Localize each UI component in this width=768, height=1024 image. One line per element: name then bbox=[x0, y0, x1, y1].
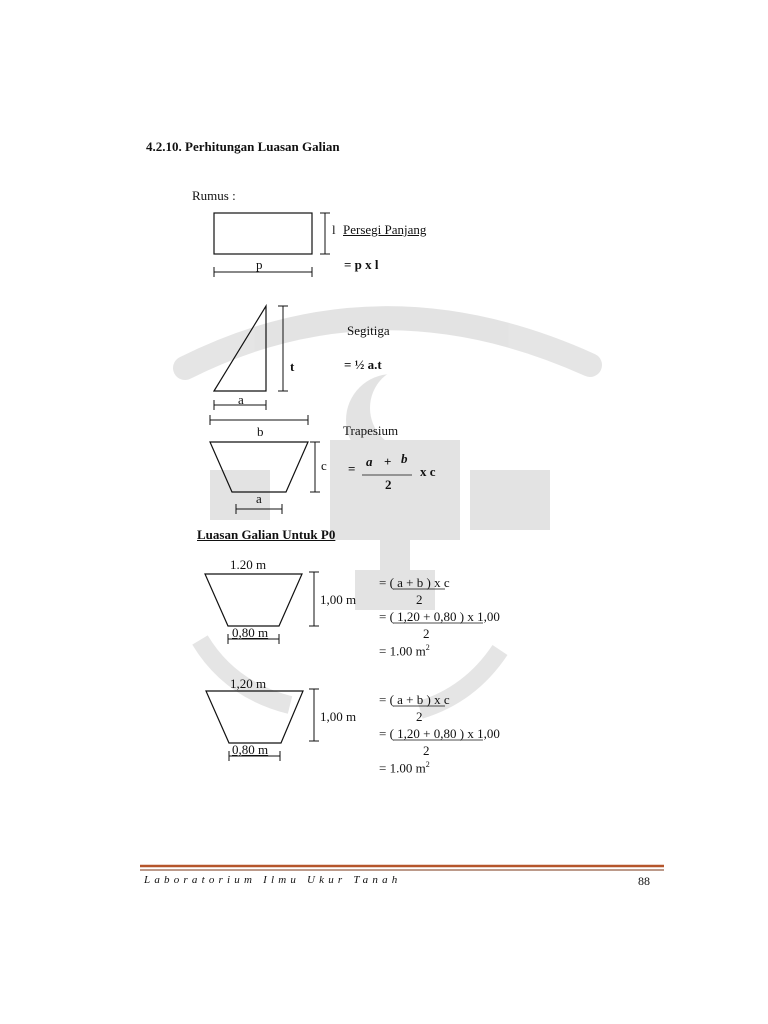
calc1-side-label: 1,00 m bbox=[320, 592, 357, 607]
trapezoid-bottom-label: a bbox=[256, 491, 262, 506]
triangle-formula: = ½ a.t bbox=[344, 357, 382, 372]
rectangle-name: Persegi Panjang bbox=[343, 222, 427, 237]
trapezoid-side-label: c bbox=[321, 458, 327, 473]
calc2-side-label: 1,00 m bbox=[320, 709, 357, 724]
calc2-result: = 1.00 $m^2$ bbox=[379, 760, 430, 776]
trapezoid-formula-equals: = bbox=[348, 461, 356, 476]
trapezoid-formula-plus: + bbox=[384, 454, 392, 469]
calc2-line2-denominator: 2 bbox=[423, 743, 430, 758]
triangle-base-label: a bbox=[238, 392, 244, 407]
footer-lab-name: Laboratorium Ilmu Ukur Tanah bbox=[144, 874, 402, 886]
trapezoid-top-label: b bbox=[257, 424, 264, 439]
calc1-line1: = ( a + b ) x c bbox=[379, 575, 450, 590]
calc1-bottom-label: 0,80 m bbox=[232, 625, 269, 640]
triangle-height-label: t bbox=[290, 359, 295, 374]
calc1-line2-denominator: 2 bbox=[423, 626, 430, 641]
calc2-line1-denominator: 2 bbox=[416, 709, 423, 724]
calc2-line1: = ( a + b ) x c bbox=[379, 692, 450, 707]
triangle-name: Segitiga bbox=[347, 323, 390, 338]
trapezoid-formula-b: b bbox=[401, 451, 408, 466]
calc1-result: = 1.00 $m^2$ bbox=[379, 643, 430, 659]
calc2-line2: = ( 1,20 + 0,80 ) x 1,00 bbox=[379, 726, 500, 741]
calc2-top-label: 1,20 m bbox=[230, 676, 267, 691]
rectangle-side-label: l bbox=[332, 222, 336, 237]
trapezoid-name: Trapesium bbox=[343, 423, 399, 438]
calc2-bottom-label: 0,80 m bbox=[232, 742, 269, 757]
section-title: 4.2.10. Perhitungan Luasan Galian bbox=[146, 139, 340, 154]
rectangle-bottom-label: p bbox=[256, 257, 263, 272]
page-number: 88 bbox=[638, 874, 650, 888]
trapezoid-formula-a: a bbox=[366, 454, 373, 469]
rumus-label: Rumus : bbox=[192, 188, 236, 203]
calc1-top-label: 1.20 m bbox=[230, 557, 267, 572]
subtitle-luasan-galian: Luasan Galian Untuk P0 bbox=[197, 527, 336, 542]
calc1-line1-denominator: 2 bbox=[416, 592, 423, 607]
rectangle-formula: = p x l bbox=[344, 257, 379, 272]
trapezoid-formula-times-c: x c bbox=[420, 464, 436, 479]
trapezoid-formula-denominator: 2 bbox=[385, 477, 392, 492]
calc1-line2: = ( 1,20 + 0,80 ) x 1,00 bbox=[379, 609, 500, 624]
